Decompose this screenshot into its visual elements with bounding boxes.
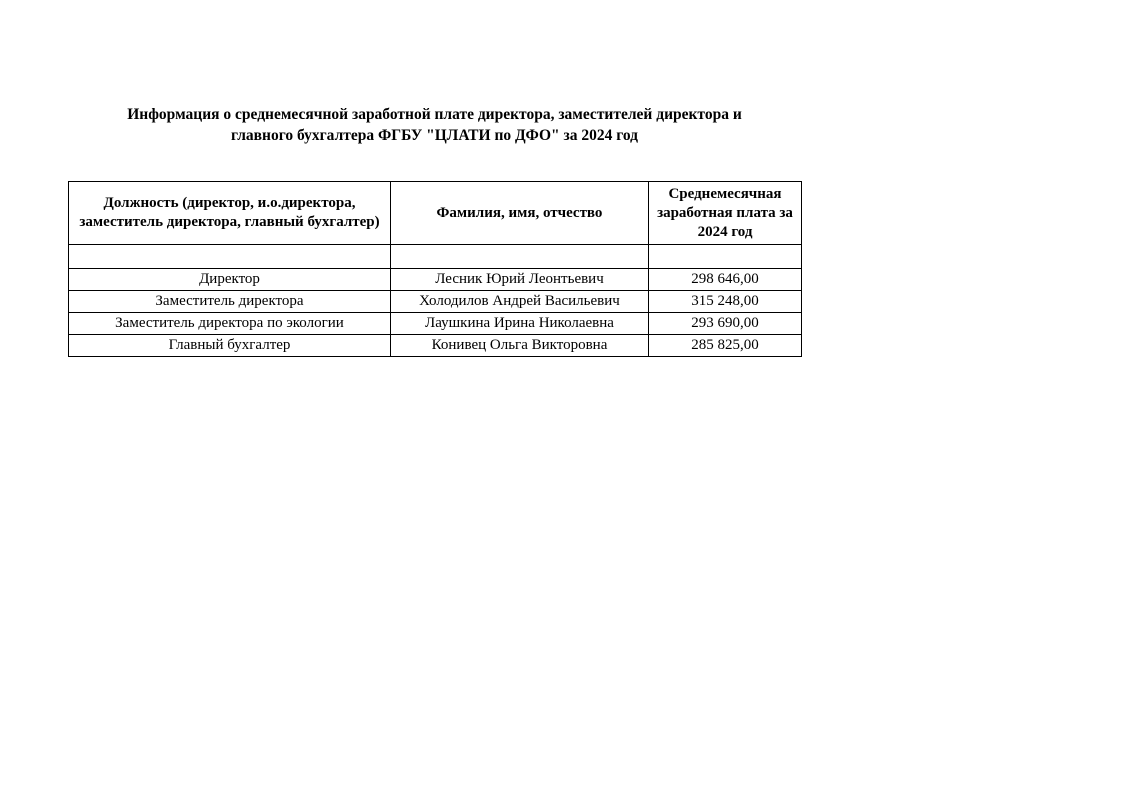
document-title-line-1: Информация о среднемесячной заработной плате директора, заместителей директора и: [127, 106, 742, 123]
table-row: [69, 269, 802, 291]
table-empty-row: [69, 245, 802, 269]
cell-name: Лесник Юрий Леонтьевич: [391, 269, 649, 291]
salary-table: [68, 181, 802, 357]
cell-name: Холодилов Андрей Васильевич: [391, 291, 649, 313]
table-row: [69, 335, 802, 357]
header-name: Фамилия, имя, отчество: [391, 182, 649, 245]
cell-salary: 315 248,00: [649, 291, 802, 313]
document-title-line-2: главного бухгалтера ФГБУ "ЦЛАТИ по ДФО" за 2024 год: [230, 127, 639, 144]
table-row: [69, 313, 802, 335]
cell-position: Главный бухгалтер: [69, 335, 391, 357]
empty-cell: [649, 245, 802, 269]
cell-salary: 285 825,00: [649, 335, 802, 357]
table-header-row: [69, 182, 802, 245]
document-title: [68, 104, 801, 146]
table-body: [69, 245, 802, 357]
header-salary: Среднемесячная заработная плата за 2024 год: [649, 182, 802, 245]
cell-name: Лаушкина Ирина Николаевна: [391, 313, 649, 335]
cell-position: Заместитель директора: [69, 291, 391, 313]
header-position: Должность (директор, и.о.директора, заместитель директора, главный бухгалтер): [69, 182, 391, 245]
cell-salary: 293 690,00: [649, 313, 802, 335]
cell-salary: 298 646,00: [649, 269, 802, 291]
table-row: [69, 291, 802, 313]
cell-name: Конивец Ольга Викторовна: [391, 335, 649, 357]
cell-position: Директор: [69, 269, 391, 291]
cell-position: Заместитель директора по экологии: [69, 313, 391, 335]
empty-cell: [69, 245, 391, 269]
empty-cell: [391, 245, 649, 269]
